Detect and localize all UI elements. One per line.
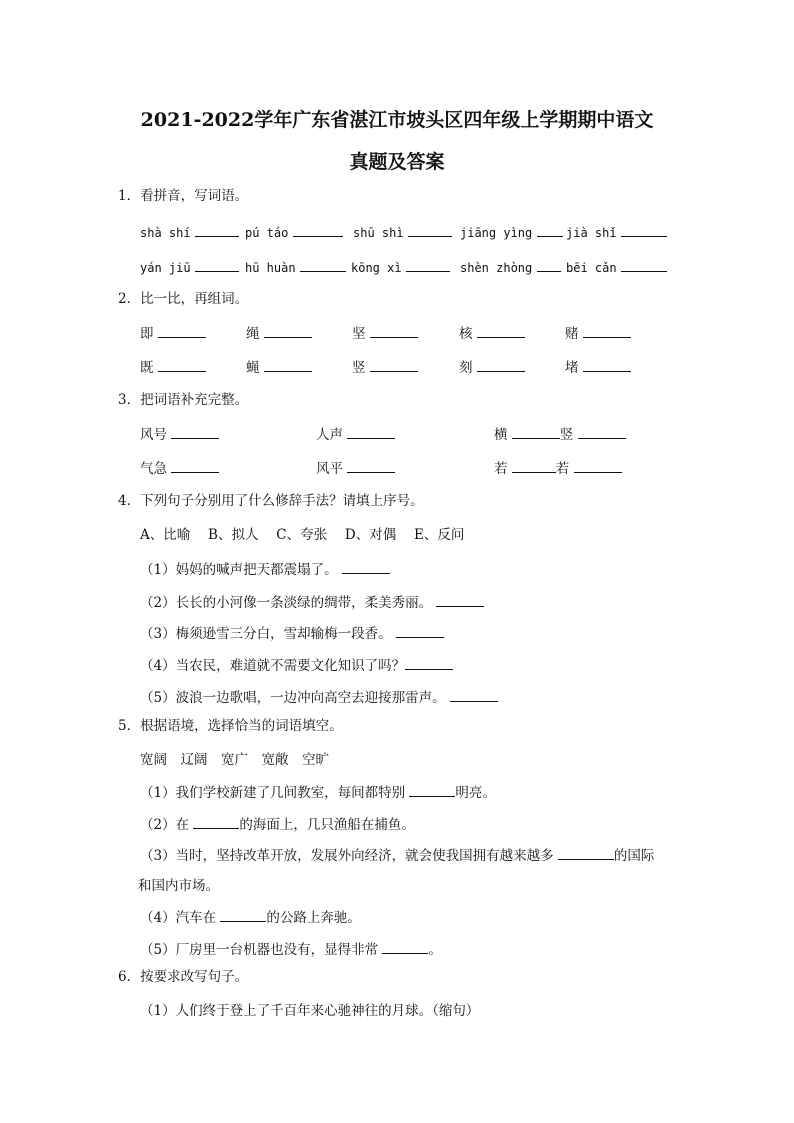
q5-word-bank: 宽阔 辽阔 宽广 宽敞 空旷 (140, 752, 329, 768)
q1-item (353, 223, 452, 242)
character-label: 刻 (459, 360, 473, 376)
pinyin-label: shū shì (353, 226, 404, 240)
answer-blank[interactable] (370, 324, 418, 338)
answer-blank[interactable] (512, 425, 560, 439)
sentence-text: （1）我们学校新建了几间教室，每间都特别 (140, 785, 406, 801)
sentence-text: （1）妈妈的喊声把天都震塌了。 (140, 562, 338, 578)
answer-blank[interactable] (583, 358, 631, 372)
pinyin-label: pú táo (245, 226, 289, 240)
answer-blank[interactable] (193, 815, 239, 829)
answer-blank[interactable] (300, 258, 346, 272)
q6-heading: 6．按要求改写句子。 (118, 969, 249, 985)
sentence-text: （5）波浪一边歌唱，一边冲向高空去迎接那雷声。 (140, 690, 446, 706)
phrase-label: 风平 (316, 461, 343, 477)
answer-blank[interactable] (171, 425, 219, 439)
sentence-text: （2）在 (140, 817, 190, 833)
q5-item (140, 783, 496, 802)
sentence-text: （4）汽车在 (140, 910, 217, 926)
answer-blank[interactable] (396, 624, 444, 638)
q2-item (246, 358, 312, 377)
document-title-line1: 2021-2022学年广东省湛江市坡头区四年级上学期期中语文 (140, 109, 654, 131)
q4-heading: 4．下列句子分别用了什么修辞手法？请填上序号。 (118, 493, 424, 509)
pinyin-label: kōng xì (351, 261, 402, 275)
answer-blank[interactable] (477, 324, 525, 338)
sentence-text: （4）当农民，难道就不需要文化知识了吗？ (140, 658, 406, 674)
q4-item (140, 688, 498, 707)
pinyin-label: jià shǐ (566, 226, 617, 240)
answer-blank[interactable] (347, 459, 395, 473)
answer-blank[interactable] (477, 358, 525, 372)
pinyin-label: yán jiū (140, 261, 191, 275)
character-label: 坚 (352, 326, 366, 342)
sentence-text: 的公路上奔驰。 (266, 910, 361, 926)
q6-item: （1）人们终于登上了千百年来心驰神往的月球。（缩句） (140, 1003, 480, 1019)
q3-item (494, 459, 622, 478)
answer-blank[interactable] (264, 324, 312, 338)
q5-item (140, 908, 361, 927)
q4-options: A、比喻 B、拟人 C、夸张 D、对偶 E、反问 (140, 527, 465, 543)
q3-item (140, 425, 219, 444)
phrase-label: 气急 (140, 461, 167, 477)
sentence-text: 的国际 (613, 848, 655, 864)
q3-item (140, 459, 219, 478)
q1-heading: 1．看拼音，写词语。 (118, 188, 249, 204)
answer-blank[interactable] (195, 223, 239, 237)
q2-item (140, 358, 206, 377)
phrase-label: 横 (494, 427, 508, 443)
q1-item (140, 223, 239, 242)
q2-item (459, 324, 525, 343)
q4-item (140, 656, 453, 675)
q1-item (566, 223, 667, 242)
sentence-text: （3）梅须逊雪三分白，雪却输梅一段香。 (140, 626, 392, 642)
answer-blank[interactable] (621, 223, 667, 237)
q4-item (140, 624, 444, 643)
answer-blank[interactable] (293, 223, 343, 237)
sentence-text: （3）当时，坚持改革开放，发展外向经济，就会使我国拥有越来越多 (140, 848, 554, 864)
answer-blank[interactable] (382, 940, 428, 954)
pinyin-label: shèn zhòng (460, 261, 533, 275)
answer-blank[interactable] (574, 459, 622, 473)
q1-item (245, 258, 346, 277)
q2-item (459, 358, 525, 377)
character-label: 即 (140, 326, 154, 342)
q1-item (245, 223, 343, 242)
answer-blank[interactable] (347, 425, 395, 439)
q2-item (565, 358, 631, 377)
q5-item (140, 940, 442, 959)
character-label: 既 (140, 360, 154, 376)
q3-item (316, 425, 395, 444)
answer-blank[interactable] (370, 358, 418, 372)
answer-blank[interactable] (195, 258, 239, 272)
document-title-line2: 真题及答案 (349, 151, 445, 173)
q5-item-continuation: 和国内市场。 (138, 878, 219, 894)
answer-blank[interactable] (342, 560, 390, 574)
answer-blank[interactable] (405, 656, 453, 670)
q2-item (246, 324, 312, 343)
sentence-text: （5）厂房里一台机器也没有，显得非常 (140, 942, 379, 958)
phrase-label: 风号 (140, 427, 167, 443)
sentence-text: 的海面上，几只渔船在捕鱼。 (239, 817, 415, 833)
answer-blank[interactable] (512, 459, 556, 473)
sentence-text: 。 (428, 942, 442, 958)
q2-item (140, 324, 206, 343)
answer-blank[interactable] (558, 846, 614, 860)
character-label: 赌 (565, 326, 579, 342)
answer-blank[interactable] (264, 358, 312, 372)
phrase-label: 人声 (316, 427, 343, 443)
sentence-text: （2）长长的小河像一条淡绿的绸带，柔美秀丽。 (140, 595, 433, 611)
q5-heading: 5．根据语境，选择恰当的词语填空。 (118, 718, 343, 734)
phrase-label: 若 (494, 461, 508, 477)
answer-blank[interactable] (537, 258, 561, 272)
answer-blank[interactable] (220, 908, 266, 922)
answer-blank[interactable] (158, 358, 206, 372)
q1-item (351, 258, 450, 277)
pinyin-label: hū huàn (245, 261, 296, 275)
character-label: 蝇 (246, 360, 260, 376)
character-label: 核 (459, 326, 473, 342)
character-label: 堵 (565, 360, 579, 376)
answer-blank[interactable] (578, 425, 626, 439)
answer-blank[interactable] (171, 459, 219, 473)
q3-heading: 3．把词语补充完整。 (118, 392, 249, 408)
pinyin-label: shà shí (140, 226, 191, 240)
q2-item (352, 324, 418, 343)
character-label: 绳 (246, 326, 260, 342)
answer-blank[interactable] (537, 223, 563, 237)
pinyin-label: bēi cǎn (566, 261, 617, 275)
sentence-text: 明亮。 (455, 785, 496, 801)
q5-item (140, 815, 415, 834)
answer-blank[interactable] (621, 258, 667, 272)
q1-item (140, 258, 239, 277)
answer-blank[interactable] (436, 593, 484, 607)
q1-item (460, 258, 561, 277)
answer-blank[interactable] (409, 783, 455, 797)
character-label: 竖 (352, 360, 366, 376)
answer-blank[interactable] (583, 324, 631, 338)
answer-blank[interactable] (450, 688, 498, 702)
q2-item (352, 358, 418, 377)
pinyin-label: jiāng yìng (460, 226, 533, 240)
q3-item (494, 425, 626, 444)
answer-blank[interactable] (406, 258, 450, 272)
q3-item (316, 459, 395, 478)
q2-heading: 2．比一比，再组词。 (118, 291, 249, 307)
q1-item (460, 223, 563, 242)
q4-item (140, 593, 484, 612)
q5-item (140, 846, 654, 865)
q4-item (140, 560, 390, 579)
q1-item (566, 258, 667, 277)
phrase-label: 若 (555, 461, 570, 477)
q2-item (565, 324, 631, 343)
phrase-label: 竖 (559, 427, 574, 443)
answer-blank[interactable] (408, 223, 452, 237)
answer-blank[interactable] (158, 324, 206, 338)
